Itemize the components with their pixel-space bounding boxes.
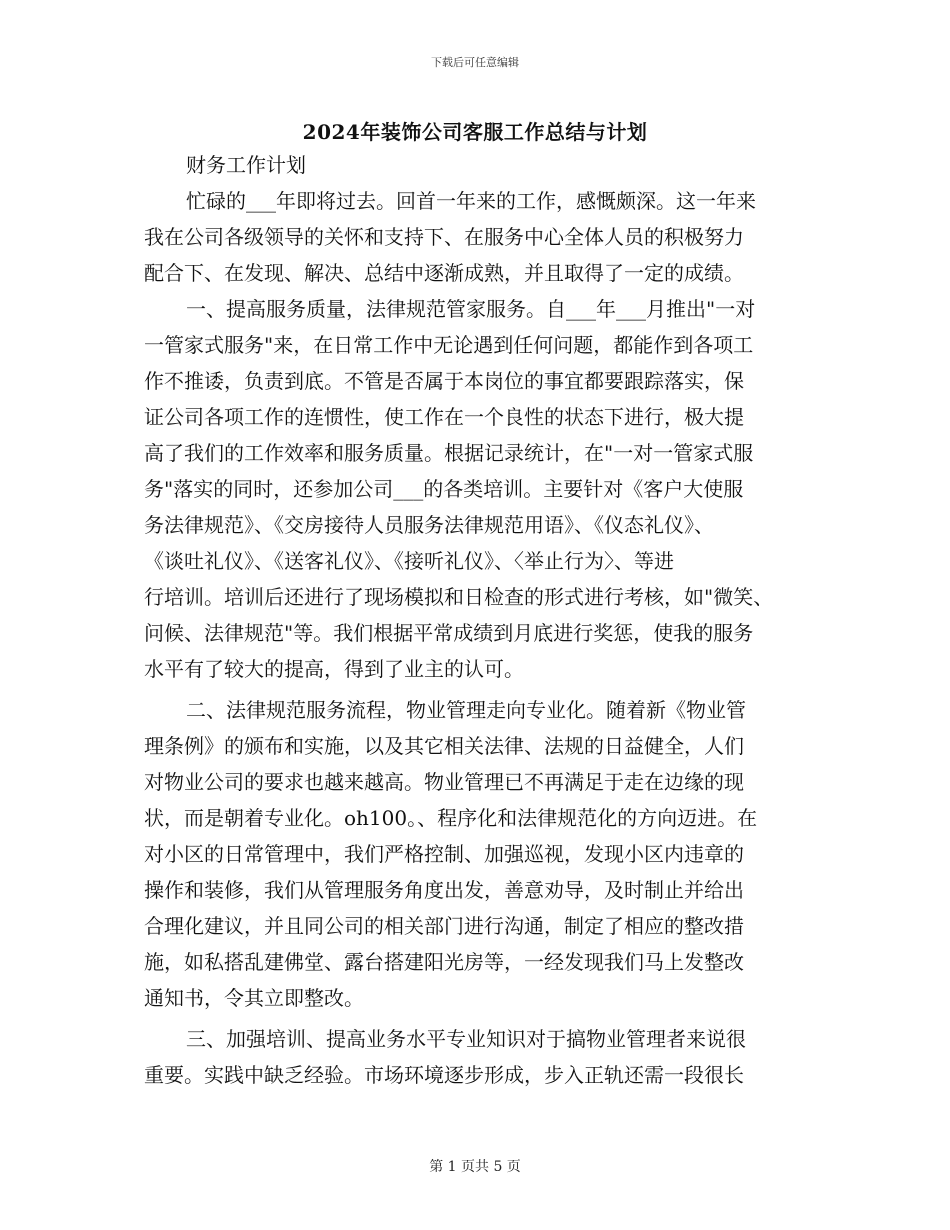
paragraph-line: 状，而是朝着专业化。oh100。、程序化和法律规范化的方向迈进。在 (144, 806, 758, 830)
paragraph-line: 三、加强培训、提高业务水平专业知识对于搞物业管理者来说很 (186, 1027, 746, 1051)
paragraph-line: 证公司各项工作的连惯性，使工作在一个良性的状态下进行，极大提 (144, 405, 744, 429)
paragraph-line: 重要。实践中缺乏经验。市场环境逐步形成，步入正轨还需一段很长 (144, 1063, 744, 1087)
paragraph-line: 理条例》的颁布和实施，以及其它相关法律、法规的日益健全，人们 (144, 734, 744, 758)
page-number: 第 1 页共 5 页 (429, 1159, 521, 1175)
paragraph-line: 高了我们的工作效率和服务质量。根据记录统计，在"一对一管家式服 (144, 441, 754, 465)
paragraph-line: 忙碌的___年即将过去。回首一年来的工作，感慨颇深。这一年来 (186, 189, 756, 213)
document-title: 2024年装饰公司客服工作总结与计划 (302, 120, 648, 144)
paragraph-line: 问候、法律规范"等。我们根据平常成绩到月底进行奖惩，使我的服务 (144, 621, 754, 645)
paragraph-line: 配合下、在发现、解决、总结中逐渐成熟，并且取得了一定的成绩。 (144, 261, 744, 285)
document-body (144, 147, 808, 1093)
paragraph-line: 合理化建议，并且同公司的相关部门进行沟通，制定了相应的整改措 (144, 914, 744, 938)
paragraph-line: 水平有了较大的提高，得到了业主的认可。 (144, 657, 524, 681)
paragraph-line: 施，如私搭乱建佛堂、露台搭建阳光房等，一经发现我们马上发整改 (144, 950, 744, 974)
paragraph-line: 行培训。培训后还进行了现场模拟和日检查的形式进行考核，如"微笑、 (144, 585, 774, 609)
paragraph-line: 我在公司各级领导的关怀和支持下、在服务中心全体人员的积极努力 (144, 225, 744, 249)
paragraph-line: 《谈吐礼仪》、《送客礼仪》、《接听礼仪》、〈举止行为〉、等进 (144, 549, 674, 573)
paragraph-line: 一、提高服务质量，法律规范管家服务。自___年___月推出"一对 (186, 297, 756, 321)
section-heading: 财务工作计划 (186, 153, 306, 177)
paragraph-line: 操作和装修，我们从管理服务角度出发，善意劝导，及时制止并给出 (144, 878, 744, 902)
paragraph-line: 通知书，令其立即整改。 (144, 986, 364, 1010)
paragraph-line: 作不推诿，负责到底。不管是否属于本岗位的事宜都要跟踪落实，保 (144, 369, 744, 393)
header-note: 下载后可任意编辑 (431, 56, 519, 69)
paragraph-line: 一管家式服务"来，在日常工作中无论遇到任何问题，都能作到各项工 (144, 333, 754, 357)
paragraph-line: 对物业公司的要求也越来越高。物业管理已不再满足于走在边缘的现 (144, 770, 744, 794)
paragraph-line: 务法律规范》、《交房接待人员服务法律规范用语》、《仪态礼仪》、 (144, 513, 714, 537)
paragraph-line: 务"落实的同时，还参加公司___的各类培训。主要针对《客户大使服 (144, 477, 744, 501)
paragraph-line: 二、法律规范服务流程，物业管理走向专业化。随着新《物业管 (186, 698, 746, 722)
paragraph-line: 对小区的日常管理中，我们严格控制、加强巡视，发现小区内违章的 (144, 842, 744, 866)
